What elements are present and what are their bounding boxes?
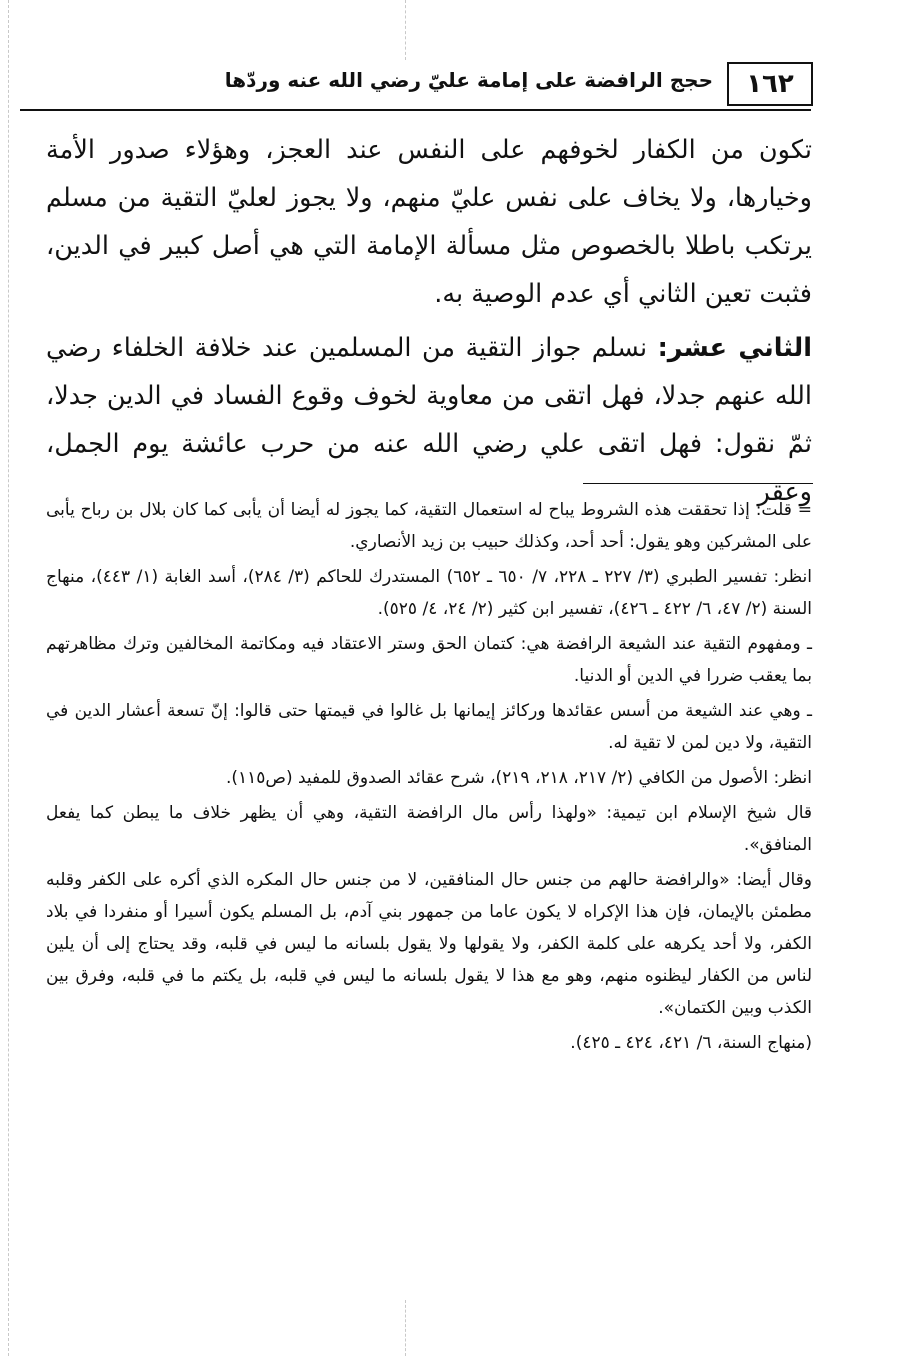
footnote-paragraph: ـ ومفهوم التقية عند الشيعة الرافضة هي: كتمان الحق وستر الاعتقاد فيه ومكاتمة المخالفين وترك مظاهرتهم بما يعقب ضررا في الدين أو الدنيا. xyxy=(46,634,812,686)
footnote-paragraph: ـ وهي عند الشيعة من أسس عقائدها وركائز إيمانها بل غالوا في قيمتها حتى قالوا: إنّ تسعة أعشار الدين في التقية، ولا دين لمن لا تقية له. xyxy=(46,701,812,753)
footnote-paragraph: (منهاج السنة، ٦/ ٤٢١، ٤٢٤ ـ ٤٢٥). xyxy=(570,1033,812,1053)
scan-dotted-line xyxy=(405,1300,406,1356)
running-title: حجج الرافضة على إمامة عليّ رضي الله عنه وردّها xyxy=(224,68,713,92)
footnote-separator xyxy=(583,483,813,484)
footnotes xyxy=(46,494,812,1062)
header-rule xyxy=(20,109,811,111)
footnote-paragraph: انظر: تفسير الطبري (٣/ ٢٢٧ ـ ٢٢٨، ٧/ ٦٥٠ ـ ٦٥٢) المستدرك للحاكم (٣/ ٢٨٤)، أسد الغابة (١/ ٤٤٣)، منهاج السنة (٢/ ٤٧، ٦/ ٤٢٢ ـ ٤٢٦)، تفسير ابن كثير (٢/ ٢٤، ٤/ ٥٢٥). xyxy=(46,567,812,619)
paragraph-text: نسلم جواز التقية من المسلمين عند خلافة الخلفاء رضي الله عنهم جدلا، فهل اتقى من معاوية لخوف وقوع الفساد في الدين جدلا، ثمّ نقول: فهل اتقى علي رضي الله عنه من حرب عائشة يوم الجمل، وعقر xyxy=(46,333,812,507)
scan-dotted-line xyxy=(405,0,406,60)
paragraph-lead: الثاني عشر: xyxy=(657,333,812,363)
footnote-paragraph: انظر: الأصول من الكافي (٢/ ٢١٧، ٢١٨، ٢١٩)، شرح عقائد الصدوق للمفيد (ص١١٥). xyxy=(225,768,812,788)
main-paragraph: تكون من الكفار لخوفهم على النفس عند العجز، وهؤلاء صدور الأمة وخيارها، ولا يخاف على نفس عليّ منهم، ولا يجوز لعليّ التقية من مسلم يرتكب باطلا بالخصوص مثل مسألة الإمامة التي هي أصل كبير في الدين، فثبت تعين الثاني أي عدم الوصية به. xyxy=(46,135,812,309)
scan-dotted-line xyxy=(8,0,9,1356)
footnote-paragraph: = قلت: إذا تحققت هذه الشروط يباح له استعمال التقية، كما يجوز له أيضا أن يأبى كما كان بلال بن رباح يأبى على المشركين وهو يقول: أحد أحد، وكذلك حبيب بن زيد الأنصاري. xyxy=(46,500,812,552)
main-text xyxy=(46,126,812,516)
main-paragraph xyxy=(46,324,812,516)
page-header xyxy=(18,62,813,110)
footnote-paragraph: وقال أيضا: «والرافضة حالهم من جنس حال المنافقين، لا من جنس حال المكره الذي أكره على الكفر وقلبه مطمئن بالإيمان، فإن هذا الإكراه لا يكون عاما من جمهور بني آدم، بل المسلم يكون أسيرا أو منفردا في بلاد الكفر، ولا أحد يكرهه على كلمة الكفر، ولا يقولها ولا يقول بلسانه ما ليس في قلبه، وقد يحتاج إلى أن يلين لناس من الكفار ليظنوه منهم، وهو مع هذا لا يقول بلسانه ما ليس في قلبه، بل يكتم ما في قلبه، وفرق بين الكذب وبين الكتمان». xyxy=(46,870,812,1018)
page-number: ١٦٢ xyxy=(727,62,813,106)
footnote-paragraph: قال شيخ الإسلام ابن تيمية: «ولهذا رأس مال الرافضة التقية، وهي أن يظهر خلاف ما يبطن كما يفعل المنافق». xyxy=(46,803,812,855)
